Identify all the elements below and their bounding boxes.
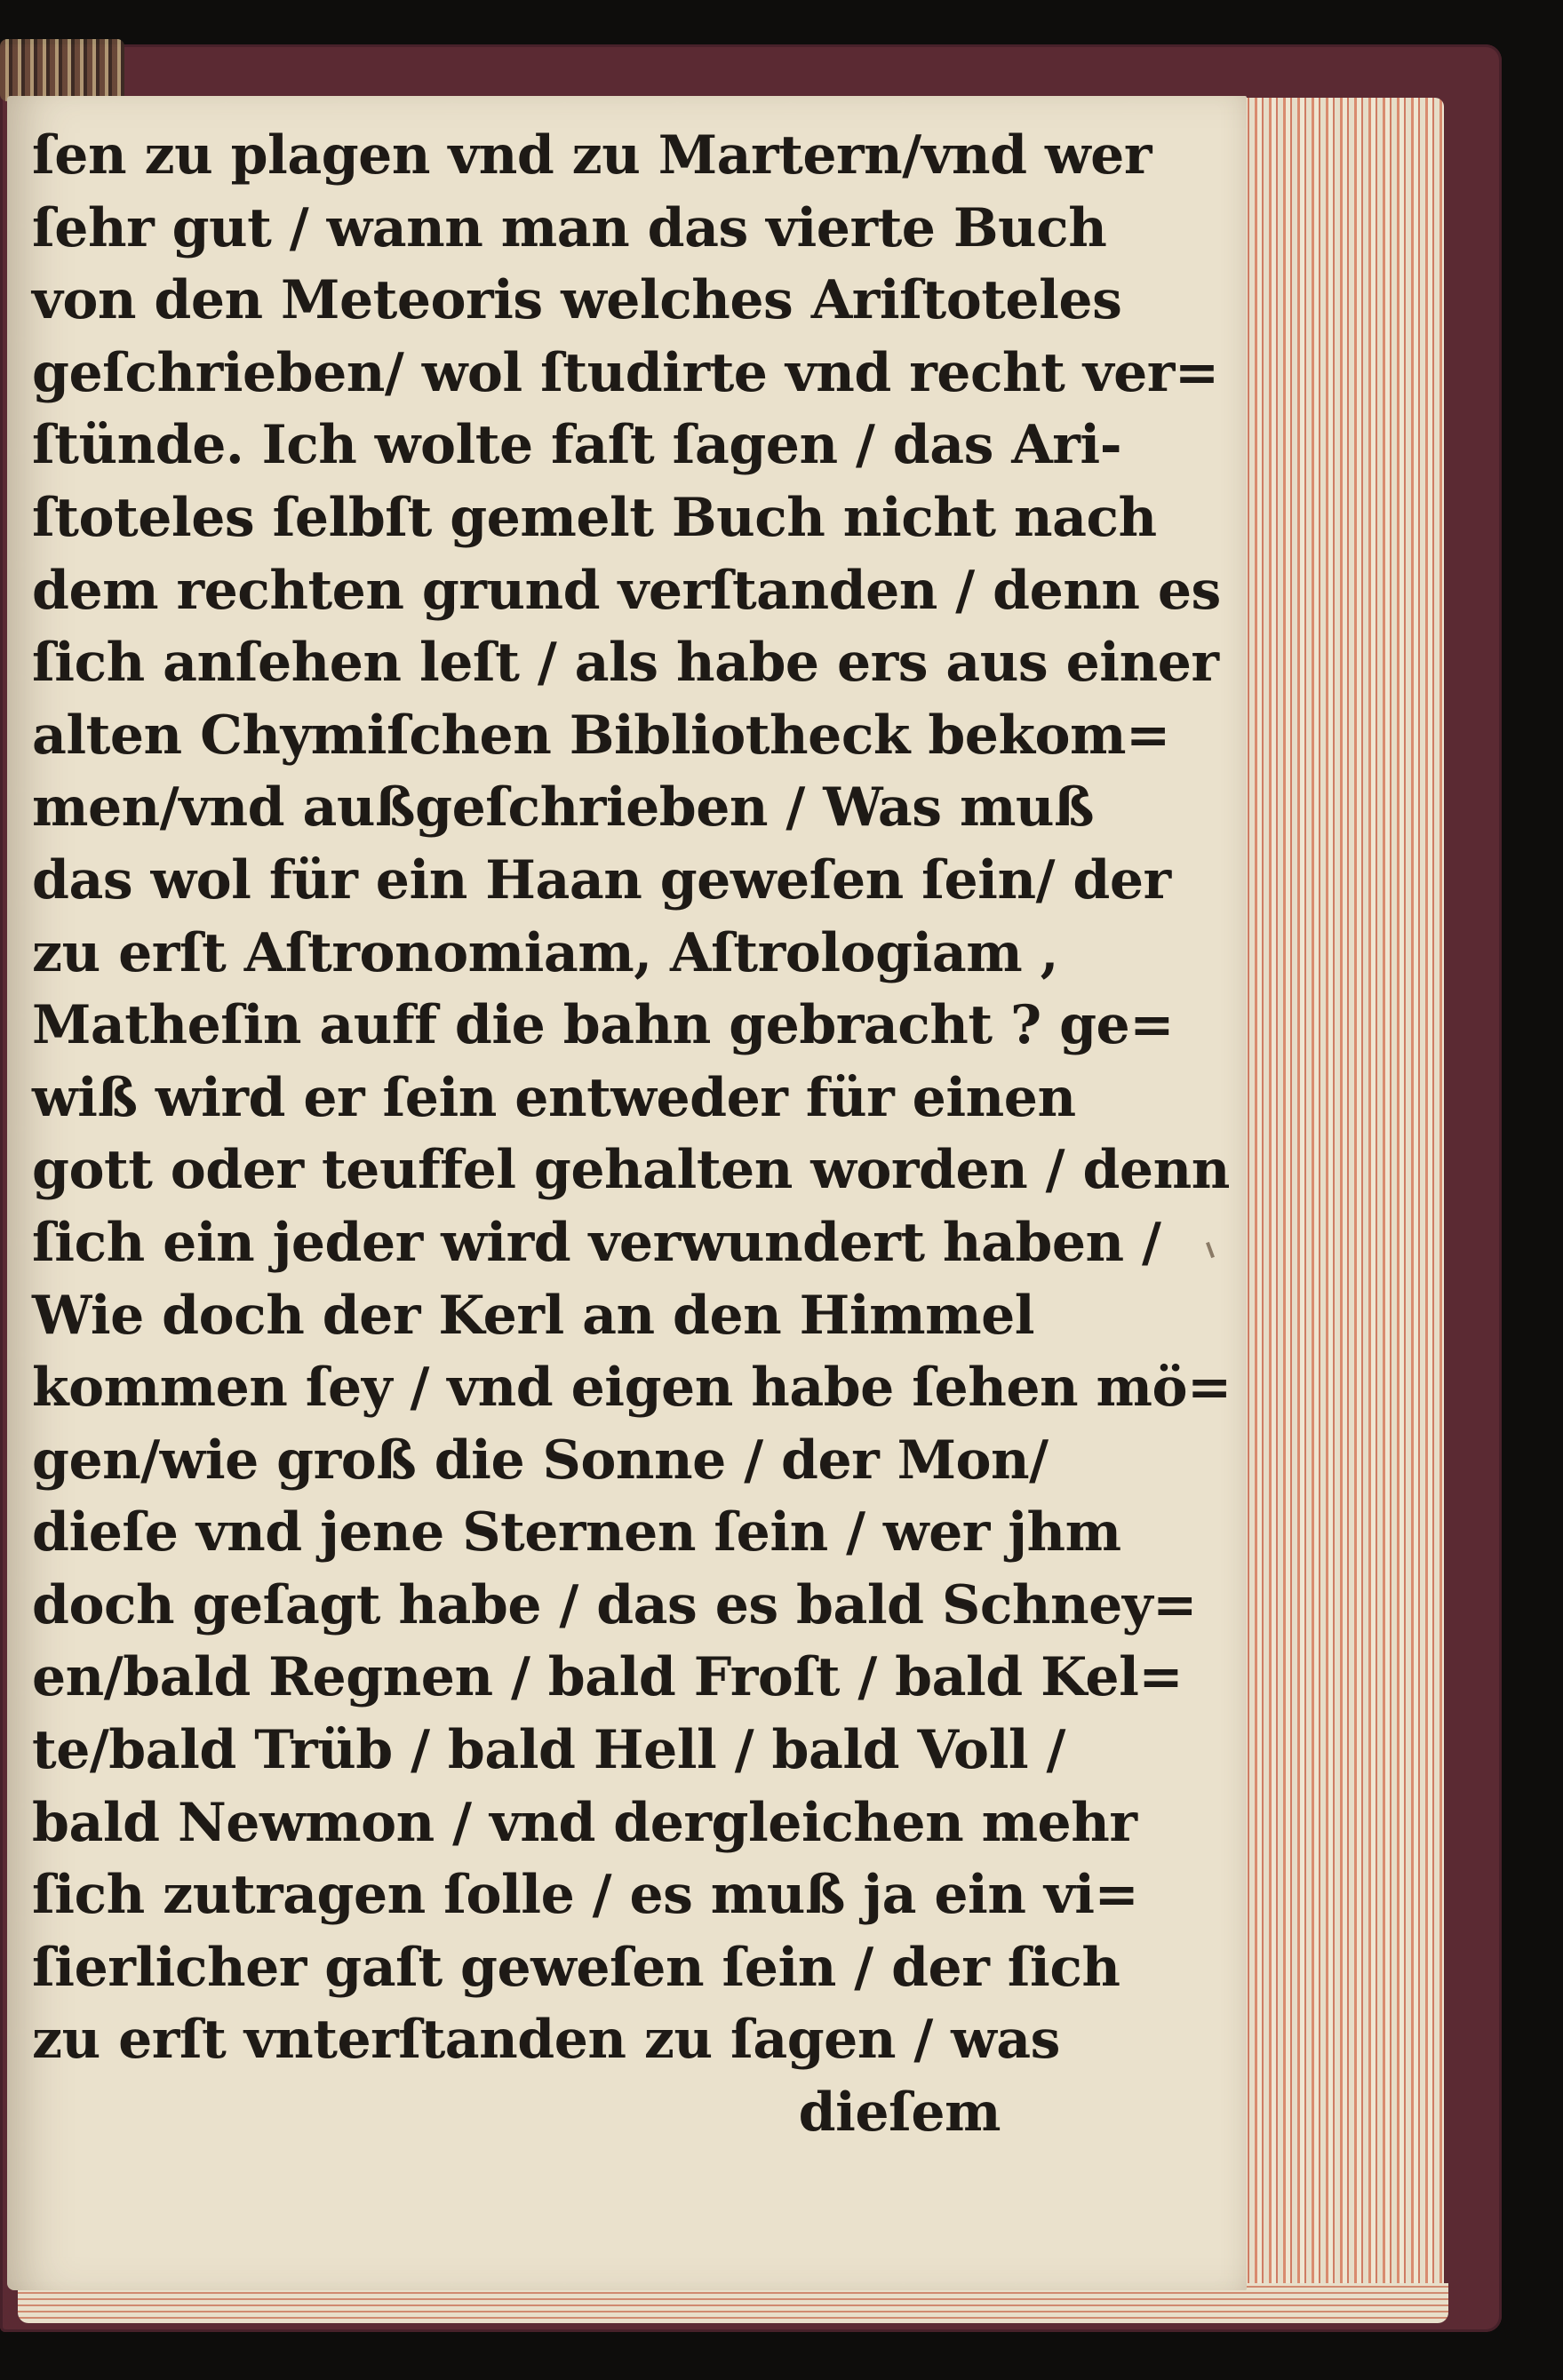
text-line: gen/wie groß die Sonne / der Mon/	[32, 1429, 1049, 1492]
text-line: ſehr gut / wann man das vierte Buch	[32, 196, 1107, 259]
ink-mark	[1206, 1242, 1215, 1258]
catchword: dieſem	[798, 2082, 1001, 2145]
text-line: ſich ein jeder wird verwundert haben /	[32, 1211, 1161, 1274]
page-text-block	[32, 120, 1232, 2150]
text-line: Matheſin auff die bahn gebracht ? ge=	[32, 994, 1174, 1057]
text-line: geſchrieben/ wol ſtudirte vnd recht ver=	[32, 341, 1219, 404]
text-line: bald Newmon / vnd dergleichen mehr	[32, 1791, 1137, 1854]
text-line: ſich zutragen ſolle / es muß ja ein vi=	[32, 1864, 1139, 1927]
text-line: Wie doch der Kerl an den Himmel	[32, 1284, 1035, 1347]
text-line: ſich anſehen leſt / als habe ers aus einer	[32, 632, 1219, 695]
text-line: zu erſt Aſtronomiam, Aſtrologiam ,	[32, 921, 1058, 984]
text-line: te/bald Trüb / bald Hell / bald Voll /	[32, 1719, 1065, 1782]
text-line: men/vnd außgeſchrieben / Was muß	[32, 776, 1095, 840]
text-line: ſtoteles ſelbſt gemelt Buch nicht nach	[32, 486, 1157, 549]
text-line: dem rechten grund verſtanden / denn es	[32, 559, 1221, 622]
text-line: wiß wird er ſein entweder für einen	[32, 1066, 1076, 1129]
text-line: dieſe vnd jene Sternen ſein / wer jhm	[32, 1501, 1121, 1564]
page-edges-fore	[1235, 98, 1444, 2305]
text-line: das wol für ein Haan geweſen ſein/ der	[32, 848, 1171, 911]
text-line: zu erſt vnterſtanden zu ſagen / was	[32, 2009, 1060, 2072]
text-line: ſierlicher gaſt geweſen ſein / der ſich	[32, 1936, 1120, 1999]
text-line: en/bald Regnen / bald Froſt / bald Kel=	[32, 1646, 1184, 1709]
text-line: doch geſagt habe / das es bald Schney=	[32, 1573, 1197, 1636]
text-line: ſtünde. Ich wolte faſt ſagen / das Ari-	[32, 414, 1122, 477]
text-line: alten Chymiſchen Bibliotheck bekom=	[32, 704, 1170, 767]
headband	[0, 39, 124, 101]
text-line: gott oder teuffel gehalten worden / denn	[32, 1139, 1230, 1202]
text-line: kommen ſey / vnd eigen habe ſehen mö=	[32, 1357, 1232, 1420]
text-line: von den Meteoris welches Ariſtoteles	[32, 269, 1122, 332]
text-line: ſen zu plagen vnd zu Martern/vnd wer	[32, 124, 1152, 187]
